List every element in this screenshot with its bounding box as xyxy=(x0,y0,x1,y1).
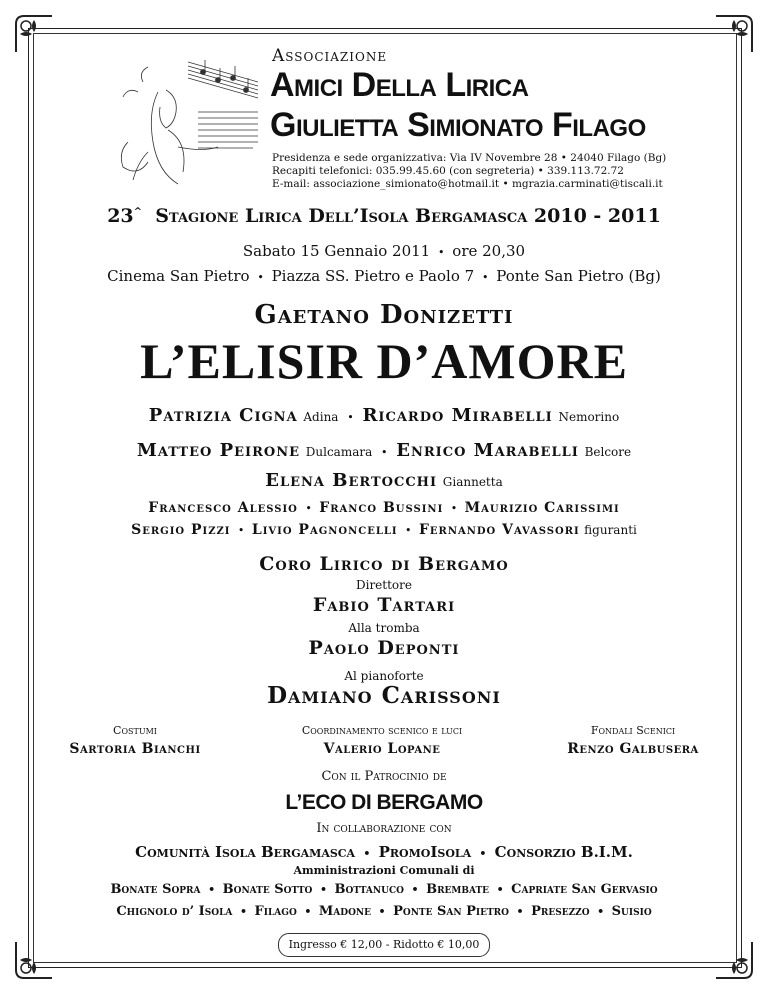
cast-role: Nemorino xyxy=(558,410,620,424)
event-date-line xyxy=(40,242,728,260)
association-name-line1: Amici Della Lirica xyxy=(270,66,529,104)
season-text: Stagione Lirica Dell’Isola Bergamasca 2010 - 2011 xyxy=(155,205,661,227)
corner-ornament-icon xyxy=(14,940,54,980)
event-venue-line xyxy=(40,267,728,285)
event-time: ore 20,30 xyxy=(452,242,526,260)
corner-ornament-icon xyxy=(714,14,754,54)
town-name: Presezzo xyxy=(531,904,590,919)
figuranti-line xyxy=(40,500,728,516)
town-name: Bottanuco xyxy=(334,882,404,897)
email-line: E-mail: associazione_simionato@hotmail.it • mgrazia.carminati@tiscali.it xyxy=(272,178,663,190)
cast-name: Matteo Peirone xyxy=(136,440,301,461)
town-name: Bonate Sopra xyxy=(110,882,201,897)
season-sup: ^ xyxy=(133,206,143,218)
town-name: Filago xyxy=(254,904,297,919)
town-name: Capriate San Gervasio xyxy=(511,882,658,897)
cast-role: Belcore xyxy=(584,445,632,459)
bullet-separator: • xyxy=(237,524,245,537)
figurante-name: Fernando Vavassori xyxy=(418,522,580,538)
town-name: Chignolo d’ Isola xyxy=(116,904,233,919)
figuranti-label: figuranti xyxy=(584,523,637,537)
credit-value: Valerio Lopane xyxy=(323,741,441,757)
credit-costumes xyxy=(50,724,220,757)
town-name: Bonate Sotto xyxy=(222,882,313,897)
corner-ornament-icon xyxy=(714,940,754,980)
venue-city: Ponte San Pietro (Bg) xyxy=(496,267,661,285)
town-name: Ponte San Pietro xyxy=(393,904,510,919)
cast-name: Patrizia Cigna xyxy=(148,405,298,426)
patron-logo: L’ECO DI BERGAMO xyxy=(285,791,483,814)
bullet-separator: • xyxy=(381,446,388,459)
figurante-name: Sergio Pizzi xyxy=(131,522,231,538)
ticket-price-badge: Ingresso € 12,00 - Ridotto € 10,00 xyxy=(278,933,490,957)
towns-line xyxy=(40,904,728,919)
credit-value: Renzo Galbusera xyxy=(567,741,699,757)
trumpet-label: Alla tromba xyxy=(348,621,420,635)
bullet-separator: • xyxy=(363,847,371,860)
cast-role: Adina xyxy=(303,410,339,424)
town-name: Brembate xyxy=(426,882,490,897)
credit-scenery xyxy=(548,724,718,757)
phone-line: Recapiti telefonici: 035.99.45.60 (con segreteria) • 339.113.72.72 xyxy=(272,165,624,177)
association-logo-illustration xyxy=(108,52,268,192)
association-name-line2: Giulietta Simionato Filago xyxy=(270,106,646,144)
venue-address: Piazza SS. Pietro e Paolo 7 xyxy=(271,267,475,285)
partner-name: Comunità Isola Bergamasca xyxy=(135,843,356,861)
bullet-separator: • xyxy=(347,411,354,424)
address-block xyxy=(272,152,666,191)
venue-name: Cinema San Pietro xyxy=(107,267,250,285)
cast-role: Giannetta xyxy=(442,475,503,489)
director-label: Direttore xyxy=(355,578,412,592)
director-name: Fabio Tartari xyxy=(312,594,456,616)
season-number: 23 xyxy=(107,205,134,227)
bullet-separator: • xyxy=(438,246,445,259)
cast-name: Enrico Marabelli xyxy=(396,440,579,461)
cast-name: Elena Bertocchi xyxy=(265,470,438,491)
figuranti-line xyxy=(40,522,728,538)
bullet-separator: • xyxy=(378,905,386,918)
bullet-separator: • xyxy=(597,905,605,918)
bullet-separator: • xyxy=(405,524,412,537)
bullet-separator: • xyxy=(304,905,312,918)
choir-name: Coro Lirico di Bergamo xyxy=(259,553,509,575)
bullet-separator: • xyxy=(479,847,487,860)
event-date: Sabato 15 Gennaio 2011 xyxy=(242,242,431,260)
credit-coordination xyxy=(262,724,502,757)
bullet-separator: • xyxy=(208,883,216,896)
bullet-separator: • xyxy=(257,271,264,284)
association-label: Associazione xyxy=(272,46,388,66)
bullet-separator: • xyxy=(319,883,327,896)
bullet-separator: • xyxy=(411,883,419,896)
towns-line xyxy=(40,882,728,897)
figurante-name: Maurizio Carissimi xyxy=(464,500,620,516)
collaboration-label: In collaborazione con xyxy=(316,821,452,836)
bullet-separator: • xyxy=(305,502,312,515)
address-line: Presidenza e sede organizzativa: Via IV Novembre 28 • 24040 Filago (Bg) xyxy=(272,152,667,164)
trumpet-player-name: Paolo Deponti xyxy=(308,637,460,659)
figurante-name: Livio Pagnoncelli xyxy=(251,522,398,538)
opera-title: L’ELISIR D’AMORE xyxy=(140,333,628,389)
season-title xyxy=(40,205,728,227)
bullet-separator: • xyxy=(481,271,489,284)
credit-value: Sartoria Bianchi xyxy=(69,741,201,757)
cast-name: Ricardo Mirabelli xyxy=(362,405,553,426)
patronage-label: Con il Patrocinio de xyxy=(321,769,447,784)
bullet-separator: • xyxy=(516,905,524,918)
credit-heading: Fondali Scenici xyxy=(590,724,676,737)
composer-name: Gaetano Donizetti xyxy=(254,300,514,330)
town-name: Madone xyxy=(318,904,371,919)
partner-name: PromoIsola xyxy=(378,843,472,861)
credit-heading: Costumi xyxy=(113,724,157,737)
partner-name: Consorzio B.I.M. xyxy=(494,843,633,861)
figurante-name: Franco Bussini xyxy=(319,500,444,516)
cast-role: Dulcamara xyxy=(305,445,373,459)
cast-line xyxy=(40,440,728,461)
bullet-separator: • xyxy=(239,905,247,918)
piano-label: Al pianoforte xyxy=(344,669,424,683)
bullet-separator: • xyxy=(496,883,504,896)
pianist-name: Damiano Carissoni xyxy=(267,682,501,709)
town-name: Suisio xyxy=(611,904,652,919)
figurante-name: Francesco Alessio xyxy=(148,500,298,516)
cast-line xyxy=(40,405,728,426)
municipalities-label: Amministrazioni Comunali di xyxy=(293,864,475,877)
bullet-separator: • xyxy=(450,502,458,515)
partners-line xyxy=(40,843,728,861)
credit-heading: Coordinamento scenico e luci xyxy=(301,724,463,737)
corner-ornament-icon xyxy=(14,14,54,54)
cast-line xyxy=(40,470,728,491)
